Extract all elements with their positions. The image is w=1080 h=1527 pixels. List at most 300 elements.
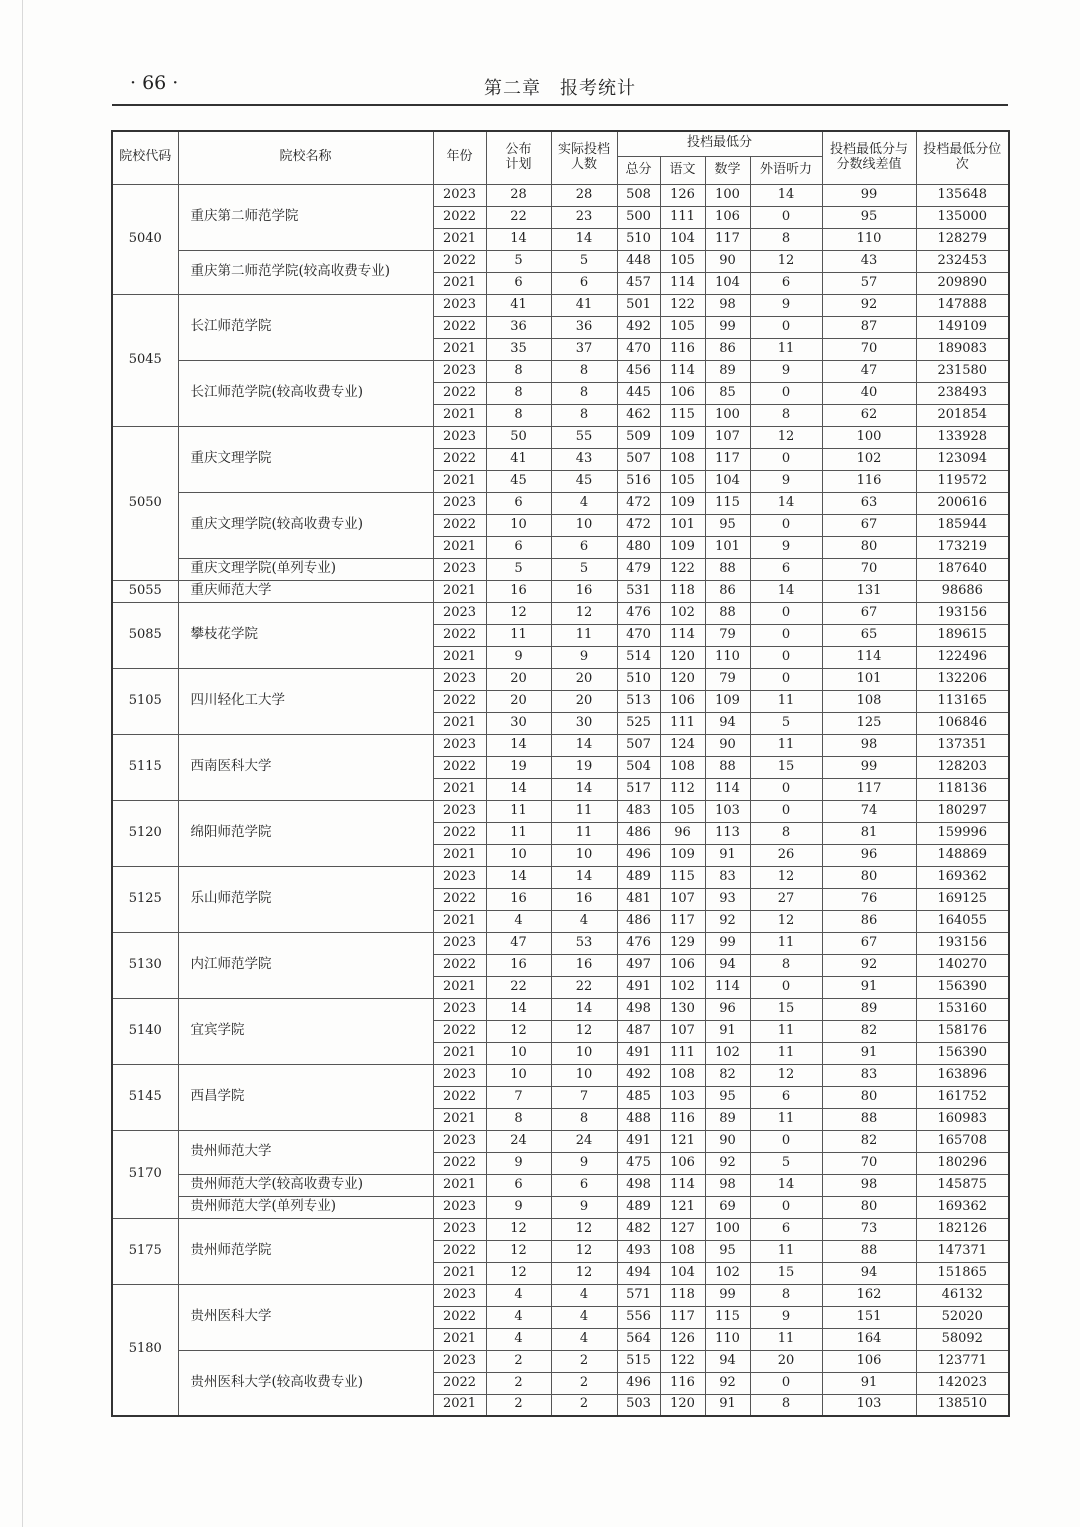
header-rank: 投档最低分位次	[916, 131, 1009, 184]
cell-plan: 12	[486, 1020, 551, 1042]
cell-diff: 80	[822, 1196, 916, 1218]
cell-plan: 8	[486, 1108, 551, 1130]
cell-math: 101	[705, 536, 750, 558]
cell-listening: 12	[750, 250, 822, 272]
cell-total: 476	[617, 602, 660, 624]
cell-total: 525	[617, 712, 660, 734]
cell-year: 2021	[433, 228, 486, 250]
cell-total: 510	[617, 668, 660, 690]
cell-diff: 106	[822, 1350, 916, 1372]
cell-total: 491	[617, 1042, 660, 1064]
cell-math: 85	[705, 382, 750, 404]
cell-listening: 6	[750, 1218, 822, 1240]
cell-year: 2023	[433, 1064, 486, 1086]
school-code: 5120	[112, 800, 178, 866]
cell-chinese: 117	[660, 1306, 705, 1328]
cell-listening: 0	[750, 514, 822, 536]
school-name: 重庆文理学院	[178, 426, 433, 492]
cell-chinese: 106	[660, 1152, 705, 1174]
cell-actual: 43	[551, 448, 617, 470]
cell-diff: 91	[822, 1042, 916, 1064]
cell-diff: 88	[822, 1108, 916, 1130]
cell-actual: 14	[551, 228, 617, 250]
cell-diff: 117	[822, 778, 916, 800]
cell-diff: 101	[822, 668, 916, 690]
cell-listening: 9	[750, 294, 822, 316]
cell-year: 2022	[433, 514, 486, 536]
cell-chinese: 108	[660, 756, 705, 778]
cell-actual: 2	[551, 1394, 617, 1416]
cell-chinese: 120	[660, 1394, 705, 1416]
school-code: 5145	[112, 1064, 178, 1130]
cell-rank: 118136	[916, 778, 1009, 800]
cell-listening: 12	[750, 910, 822, 932]
cell-actual: 16	[551, 580, 617, 602]
cell-math: 102	[705, 1042, 750, 1064]
school-name: 贵州师范学院	[178, 1218, 433, 1284]
cell-diff: 151	[822, 1306, 916, 1328]
cell-plan: 35	[486, 338, 551, 360]
cell-actual: 14	[551, 866, 617, 888]
cell-year: 2021	[433, 536, 486, 558]
cell-year: 2022	[433, 690, 486, 712]
school-name: 内江师范学院	[178, 932, 433, 998]
table-row	[112, 580, 1009, 602]
cell-listening: 0	[750, 1130, 822, 1152]
header-name: 院校名称	[178, 131, 433, 184]
school-code: 5040	[112, 184, 178, 294]
cell-diff: 73	[822, 1218, 916, 1240]
cell-year: 2023	[433, 602, 486, 624]
cell-chinese: 117	[660, 910, 705, 932]
cell-chinese: 107	[660, 1020, 705, 1042]
cell-year: 2022	[433, 1240, 486, 1262]
cell-actual: 7	[551, 1086, 617, 1108]
cell-total: 491	[617, 976, 660, 998]
cell-year: 2023	[433, 1284, 486, 1306]
cell-math: 86	[705, 580, 750, 602]
cell-rank: 147371	[916, 1240, 1009, 1262]
cell-year: 2021	[433, 1042, 486, 1064]
cell-listening: 15	[750, 1262, 822, 1284]
cell-listening: 0	[750, 1196, 822, 1218]
cell-chinese: 105	[660, 800, 705, 822]
cell-plan: 10	[486, 1042, 551, 1064]
cell-actual: 23	[551, 206, 617, 228]
cell-plan: 6	[486, 1174, 551, 1196]
cell-actual: 5	[551, 558, 617, 580]
cell-rank: 200616	[916, 492, 1009, 514]
cell-year: 2023	[433, 558, 486, 580]
cell-math: 100	[705, 404, 750, 426]
cell-math: 96	[705, 998, 750, 1020]
cell-diff: 70	[822, 1152, 916, 1174]
cell-total: 488	[617, 1108, 660, 1130]
cell-rank: 231580	[916, 360, 1009, 382]
cell-plan: 24	[486, 1130, 551, 1152]
cell-diff: 89	[822, 998, 916, 1020]
table-row	[112, 1196, 1009, 1218]
cell-rank: 182126	[916, 1218, 1009, 1240]
cell-year: 2023	[433, 294, 486, 316]
cell-actual: 20	[551, 668, 617, 690]
cell-plan: 8	[486, 404, 551, 426]
cell-rank: 58092	[916, 1328, 1009, 1350]
cell-plan: 4	[486, 1284, 551, 1306]
cell-plan: 50	[486, 426, 551, 448]
cell-diff: 83	[822, 1064, 916, 1086]
cell-chinese: 106	[660, 954, 705, 976]
cell-plan: 8	[486, 382, 551, 404]
cell-actual: 12	[551, 1262, 617, 1284]
cell-plan: 20	[486, 690, 551, 712]
cell-year: 2021	[433, 580, 486, 602]
cell-year: 2021	[433, 1328, 486, 1350]
cell-plan: 14	[486, 998, 551, 1020]
cell-rank: 232453	[916, 250, 1009, 272]
cell-plan: 14	[486, 866, 551, 888]
cell-diff: 67	[822, 932, 916, 954]
cell-rank: 158176	[916, 1020, 1009, 1042]
cell-diff: 94	[822, 1262, 916, 1284]
cell-chinese: 130	[660, 998, 705, 1020]
cell-actual: 20	[551, 690, 617, 712]
cell-rank: 209890	[916, 272, 1009, 294]
cell-year: 2023	[433, 360, 486, 382]
cell-actual: 12	[551, 1020, 617, 1042]
cell-listening: 14	[750, 184, 822, 206]
cell-total: 472	[617, 514, 660, 536]
cell-rank: 169362	[916, 1196, 1009, 1218]
cell-actual: 16	[551, 888, 617, 910]
cell-year: 2021	[433, 272, 486, 294]
header-diff: 投档最低分与分数线差值	[822, 131, 916, 184]
cell-actual: 10	[551, 844, 617, 866]
cell-math: 83	[705, 866, 750, 888]
cell-rank: 193156	[916, 932, 1009, 954]
table-row	[112, 1284, 1009, 1306]
cell-year: 2022	[433, 1306, 486, 1328]
cell-diff: 86	[822, 910, 916, 932]
school-code: 5050	[112, 426, 178, 580]
cell-plan: 16	[486, 888, 551, 910]
cell-actual: 9	[551, 1196, 617, 1218]
cell-chinese: 106	[660, 690, 705, 712]
cell-year: 2023	[433, 734, 486, 756]
cell-chinese: 115	[660, 866, 705, 888]
school-name: 攀枝花学院	[178, 602, 433, 668]
cell-actual: 24	[551, 1130, 617, 1152]
cell-chinese: 111	[660, 206, 705, 228]
cell-chinese: 127	[660, 1218, 705, 1240]
cell-rank: 113165	[916, 690, 1009, 712]
cell-math: 79	[705, 668, 750, 690]
cell-listening: 11	[750, 1328, 822, 1350]
cell-listening: 8	[750, 822, 822, 844]
cell-total: 556	[617, 1306, 660, 1328]
cell-listening: 0	[750, 206, 822, 228]
cell-listening: 11	[750, 690, 822, 712]
cell-listening: 15	[750, 756, 822, 778]
header-actual: 实际投档人数	[551, 131, 617, 184]
cell-chinese: 109	[660, 426, 705, 448]
school-code: 5140	[112, 998, 178, 1064]
cell-math: 110	[705, 646, 750, 668]
cell-listening: 9	[750, 360, 822, 382]
cell-rank: 147888	[916, 294, 1009, 316]
cell-listening: 0	[750, 624, 822, 646]
cell-math: 90	[705, 1130, 750, 1152]
header-listening: 外语听力	[750, 156, 822, 184]
cell-plan: 28	[486, 184, 551, 206]
cell-actual: 4	[551, 492, 617, 514]
cell-diff: 92	[822, 954, 916, 976]
cell-year: 2022	[433, 954, 486, 976]
cell-actual: 8	[551, 382, 617, 404]
cell-math: 100	[705, 1218, 750, 1240]
cell-year: 2022	[433, 1152, 486, 1174]
cell-math: 104	[705, 272, 750, 294]
cell-chinese: 96	[660, 822, 705, 844]
cell-rank: 160983	[916, 1108, 1009, 1130]
cell-listening: 11	[750, 1020, 822, 1042]
cell-listening: 20	[750, 1350, 822, 1372]
table-row	[112, 668, 1009, 690]
cell-chinese: 120	[660, 668, 705, 690]
cell-total: 494	[617, 1262, 660, 1284]
cell-rank: 164055	[916, 910, 1009, 932]
cell-plan: 2	[486, 1350, 551, 1372]
cell-diff: 70	[822, 338, 916, 360]
cell-actual: 8	[551, 360, 617, 382]
school-name: 西昌学院	[178, 1064, 433, 1130]
cell-actual: 16	[551, 954, 617, 976]
cell-chinese: 109	[660, 492, 705, 514]
cell-plan: 16	[486, 580, 551, 602]
cell-listening: 8	[750, 1284, 822, 1306]
cell-actual: 14	[551, 778, 617, 800]
cell-year: 2021	[433, 646, 486, 668]
cell-rank: 138510	[916, 1394, 1009, 1416]
cell-rank: 128279	[916, 228, 1009, 250]
school-code: 5085	[112, 602, 178, 668]
cell-total: 497	[617, 954, 660, 976]
cell-chinese: 108	[660, 1064, 705, 1086]
header-total: 总分	[617, 156, 660, 184]
cell-chinese: 106	[660, 382, 705, 404]
cell-plan: 45	[486, 470, 551, 492]
cell-math: 117	[705, 228, 750, 250]
cell-total: 564	[617, 1328, 660, 1350]
cell-chinese: 109	[660, 536, 705, 558]
cell-rank: 153160	[916, 998, 1009, 1020]
cell-diff: 63	[822, 492, 916, 514]
cell-total: 498	[617, 1174, 660, 1196]
cell-total: 496	[617, 844, 660, 866]
cell-total: 479	[617, 558, 660, 580]
school-name: 贵州医科大学	[178, 1284, 433, 1350]
cell-rank: 189083	[916, 338, 1009, 360]
cell-math: 86	[705, 338, 750, 360]
cell-total: 498	[617, 998, 660, 1020]
cell-rank: 161752	[916, 1086, 1009, 1108]
cell-plan: 11	[486, 822, 551, 844]
table-body	[112, 184, 1009, 1416]
cell-total: 475	[617, 1152, 660, 1174]
cell-listening: 6	[750, 558, 822, 580]
cell-rank: 135000	[916, 206, 1009, 228]
cell-total: 492	[617, 316, 660, 338]
cell-rank: 187640	[916, 558, 1009, 580]
cell-math: 114	[705, 976, 750, 998]
cell-plan: 5	[486, 250, 551, 272]
cell-actual: 5	[551, 250, 617, 272]
school-code: 5055	[112, 580, 178, 602]
cell-diff: 110	[822, 228, 916, 250]
cell-math: 88	[705, 602, 750, 624]
cell-math: 69	[705, 1196, 750, 1218]
cell-total: 483	[617, 800, 660, 822]
cell-chinese: 116	[660, 1108, 705, 1130]
cell-diff: 98	[822, 734, 916, 756]
cell-math: 95	[705, 1240, 750, 1262]
cell-listening: 27	[750, 888, 822, 910]
cell-actual: 22	[551, 976, 617, 998]
cell-chinese: 115	[660, 404, 705, 426]
cell-math: 113	[705, 822, 750, 844]
cell-math: 110	[705, 1328, 750, 1350]
school-code: 5180	[112, 1284, 178, 1416]
cell-total: 487	[617, 1020, 660, 1042]
cell-math: 94	[705, 1350, 750, 1372]
cell-year: 2023	[433, 1350, 486, 1372]
cell-math: 88	[705, 756, 750, 778]
cell-chinese: 114	[660, 360, 705, 382]
cell-rank: 169125	[916, 888, 1009, 910]
cell-diff: 62	[822, 404, 916, 426]
cell-chinese: 104	[660, 1262, 705, 1284]
school-code: 5170	[112, 1130, 178, 1218]
cell-year: 2022	[433, 822, 486, 844]
cell-chinese: 118	[660, 580, 705, 602]
cell-math: 114	[705, 778, 750, 800]
cell-math: 98	[705, 294, 750, 316]
table-row	[112, 734, 1009, 756]
cell-total: 486	[617, 822, 660, 844]
cell-year: 2023	[433, 668, 486, 690]
cell-total: 489	[617, 1196, 660, 1218]
table-row	[112, 184, 1009, 206]
cell-year: 2022	[433, 206, 486, 228]
cell-rank: 142023	[916, 1372, 1009, 1394]
cell-actual: 14	[551, 734, 617, 756]
cell-chinese: 109	[660, 844, 705, 866]
cell-year: 2022	[433, 888, 486, 910]
cell-year: 2022	[433, 448, 486, 470]
school-code: 5115	[112, 734, 178, 800]
cell-listening: 8	[750, 228, 822, 250]
cell-rank: 165708	[916, 1130, 1009, 1152]
cell-actual: 36	[551, 316, 617, 338]
cell-math: 92	[705, 1152, 750, 1174]
cell-actual: 12	[551, 602, 617, 624]
cell-actual: 9	[551, 1152, 617, 1174]
cell-listening: 0	[750, 646, 822, 668]
school-name: 重庆师范大学	[178, 580, 433, 602]
cell-math: 103	[705, 800, 750, 822]
cell-chinese: 122	[660, 558, 705, 580]
cell-listening: 11	[750, 338, 822, 360]
cell-plan: 4	[486, 1306, 551, 1328]
table-row	[112, 250, 1009, 272]
cell-diff: 67	[822, 602, 916, 624]
cell-math: 94	[705, 954, 750, 976]
cell-chinese: 126	[660, 1328, 705, 1350]
table-row	[112, 800, 1009, 822]
cell-actual: 41	[551, 294, 617, 316]
school-name: 长江师范学院	[178, 294, 433, 360]
cell-rank: 128203	[916, 756, 1009, 778]
cell-total: 493	[617, 1240, 660, 1262]
cell-diff: 92	[822, 294, 916, 316]
cell-math: 99	[705, 316, 750, 338]
cell-total: 456	[617, 360, 660, 382]
cell-rank: 137351	[916, 734, 1009, 756]
cell-year: 2023	[433, 866, 486, 888]
cell-actual: 37	[551, 338, 617, 360]
cell-rank: 133928	[916, 426, 1009, 448]
cell-chinese: 121	[660, 1130, 705, 1152]
page-margin-line	[22, 0, 23, 1527]
cell-actual: 10	[551, 1064, 617, 1086]
page-header	[112, 68, 1008, 106]
cell-chinese: 114	[660, 1174, 705, 1196]
cell-math: 100	[705, 184, 750, 206]
cell-diff: 82	[822, 1130, 916, 1152]
cell-diff: 80	[822, 1086, 916, 1108]
cell-total: 504	[617, 756, 660, 778]
cell-diff: 99	[822, 184, 916, 206]
cell-plan: 8	[486, 360, 551, 382]
cell-plan: 6	[486, 272, 551, 294]
cell-actual: 11	[551, 624, 617, 646]
cell-listening: 0	[750, 448, 822, 470]
cell-listening: 14	[750, 580, 822, 602]
cell-diff: 91	[822, 976, 916, 998]
cell-diff: 70	[822, 558, 916, 580]
cell-listening: 11	[750, 734, 822, 756]
header-chinese: 语文	[660, 156, 705, 184]
cell-total: 491	[617, 1130, 660, 1152]
cell-listening: 9	[750, 1306, 822, 1328]
cell-listening: 5	[750, 712, 822, 734]
cell-listening: 0	[750, 602, 822, 624]
cell-chinese: 124	[660, 734, 705, 756]
school-code: 5045	[112, 294, 178, 426]
school-code: 5130	[112, 932, 178, 998]
cell-actual: 4	[551, 910, 617, 932]
cell-diff: 82	[822, 1020, 916, 1042]
cell-actual: 8	[551, 404, 617, 426]
cell-chinese: 102	[660, 602, 705, 624]
cell-year: 2021	[433, 1394, 486, 1416]
cell-chinese: 102	[660, 976, 705, 998]
cell-actual: 45	[551, 470, 617, 492]
cell-year: 2021	[433, 470, 486, 492]
cell-chinese: 120	[660, 646, 705, 668]
cell-diff: 162	[822, 1284, 916, 1306]
cell-math: 91	[705, 1394, 750, 1416]
